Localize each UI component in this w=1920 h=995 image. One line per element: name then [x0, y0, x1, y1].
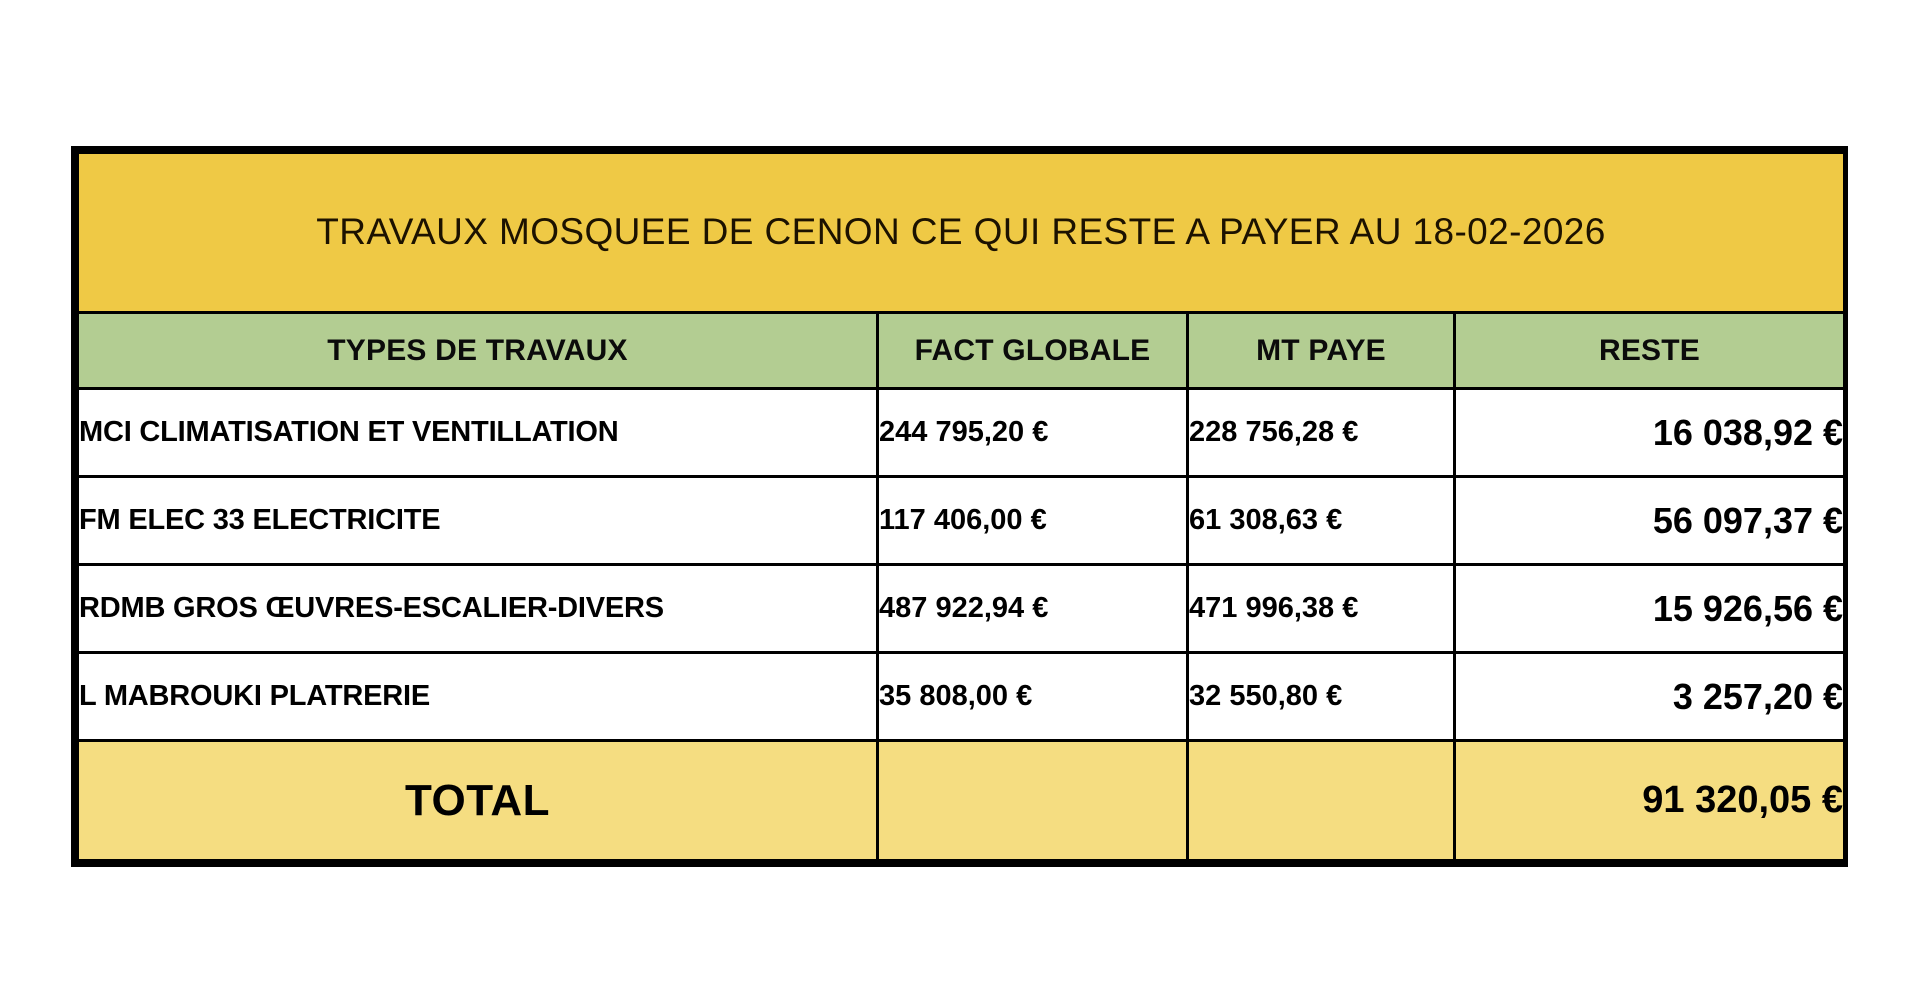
table-row — [78, 653, 1845, 741]
table-title-row — [78, 153, 1845, 313]
column-header-mt-paye: MT PAYE — [1188, 313, 1455, 389]
cell-mt-paye: 61 308,63 € — [1188, 477, 1455, 565]
cell-fact-globale: 244 795,20 € — [878, 389, 1188, 477]
expenses-table-container — [71, 146, 1848, 867]
cell-mt-paye: 32 550,80 € — [1188, 653, 1455, 741]
cell-reste: 3 257,20 € — [1455, 653, 1845, 741]
cell-work-type: FM ELEC 33 ELECTRICITE — [78, 477, 878, 565]
cell-mt-paye: 471 996,38 € — [1188, 565, 1455, 653]
table-total-row — [78, 741, 1845, 861]
page-title: TRAVAUX MOSQUEE DE CENON CE QUI RESTE A PAYER AU 18-02-2026 — [316, 211, 1606, 253]
total-mt-paye — [1188, 741, 1455, 861]
column-header-fact-globale: FACT GLOBALE — [878, 313, 1188, 389]
cell-fact-globale: 35 808,00 € — [878, 653, 1188, 741]
column-header-types-de-travaux: TYPES DE TRAVAUX — [78, 313, 878, 389]
cell-work-type: RDMB GROS ŒUVRES-ESCALIER-DIVERS — [78, 565, 878, 653]
table-header-row — [78, 313, 1845, 389]
cell-work-type: L MABROUKI PLATRERIE — [78, 653, 878, 741]
total-reste: 91 320,05 € — [1455, 741, 1845, 861]
cell-fact-globale: 117 406,00 € — [878, 477, 1188, 565]
table-row — [78, 477, 1845, 565]
cell-reste: 16 038,92 € — [1455, 389, 1845, 477]
table-row — [78, 565, 1845, 653]
table-title-cell — [78, 153, 1845, 313]
total-fact-globale — [878, 741, 1188, 861]
cell-reste: 56 097,37 € — [1455, 477, 1845, 565]
expenses-table — [76, 151, 1846, 862]
cell-mt-paye: 228 756,28 € — [1188, 389, 1455, 477]
total-label: TOTAL — [78, 741, 878, 861]
cell-reste: 15 926,56 € — [1455, 565, 1845, 653]
column-header-reste: RESTE — [1455, 313, 1845, 389]
table-row — [78, 389, 1845, 477]
cell-work-type: MCI CLIMATISATION ET VENTILLATION — [78, 389, 878, 477]
cell-fact-globale: 487 922,94 € — [878, 565, 1188, 653]
